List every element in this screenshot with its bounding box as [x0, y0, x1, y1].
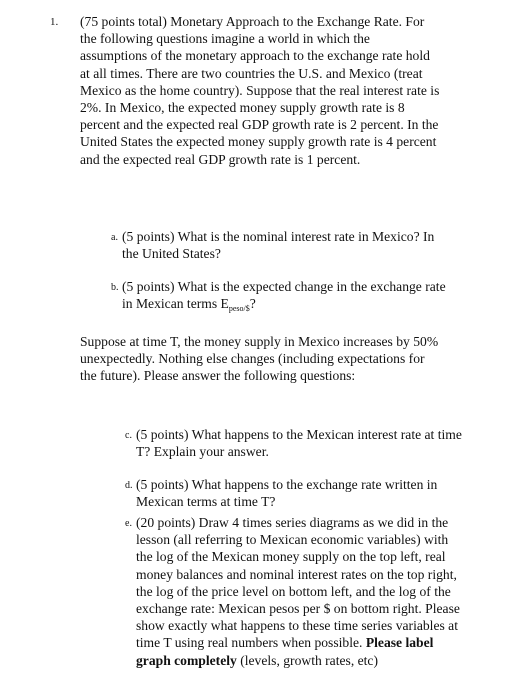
part-a-text: (5 points) What is the nominal interest rate in Mexico? In the United States? — [122, 229, 435, 262]
interlude-paragraph — [80, 333, 440, 385]
question-1 — [50, 13, 440, 168]
part-d-letter: d. — [125, 480, 133, 491]
part-b-text — [122, 278, 452, 317]
part-b-text-before: (5 points) What is the expected change in the exchange rate in Mexican terms E — [122, 279, 446, 312]
part-a-letter: a. — [111, 232, 118, 243]
part-e-bold-text: Please label graph completely — [136, 635, 434, 668]
exchange-rate-subscript: peso/$ — [228, 304, 250, 314]
part-e — [125, 514, 466, 669]
part-e-text — [136, 514, 466, 669]
part-d-text: (5 points) What happens to the exchange rate written in Mexican terms at time T? — [136, 477, 438, 510]
part-e-letter: e. — [125, 518, 132, 529]
question-number: 1. — [50, 16, 59, 28]
part-a — [111, 228, 452, 262]
question-1-text: (75 points total) Monetary Approach to the Exchange Rate. For the following questions imagine a world in which the assumptions of the monetary approach to the exchange rate hold at all times. There are two countries the U.S. and Mexico (treat Mexico as the home country). Suppose that the real interest rate is 2%. In Mexico, the expected money supply growth rate is 8 percent and the expected real GDP growth rate is 2 percent. In the United States the expected money supply growth rate is 4 percent and the expected real GDP growth rate is 1 percent. — [80, 14, 440, 167]
part-d — [125, 476, 466, 510]
part-e-text-after: (levels, growth rates, etc) — [240, 652, 378, 668]
part-b — [111, 278, 452, 317]
part-e-text-main: (20 points) Draw 4 times series diagrams as we did in the lesson (all referring to Mexican economic variables) with the log of the Mexican money supply on the top left, real money balances and nominal interest rates on the top right, the log of the price level on bottom left, and the log of the exchange rate: Mexican pesos per $ on bottom right. Please show exactly what happens to these time series variables at time T using real numbers when possible. — [136, 515, 460, 651]
part-b-text-after: ? — [249, 296, 256, 312]
interlude-text: Suppose at time T, the money supply in Mexico increases by 50% unexpectedly. Nothing else changes (including expectations for the future). Please answer the following questions: — [80, 334, 439, 384]
part-b-letter: b. — [111, 282, 119, 293]
part-c-text: (5 points) What happens to the Mexican interest rate at time T? Explain your answer. — [136, 427, 462, 460]
part-c-letter: c. — [125, 430, 132, 441]
part-c — [125, 426, 466, 460]
